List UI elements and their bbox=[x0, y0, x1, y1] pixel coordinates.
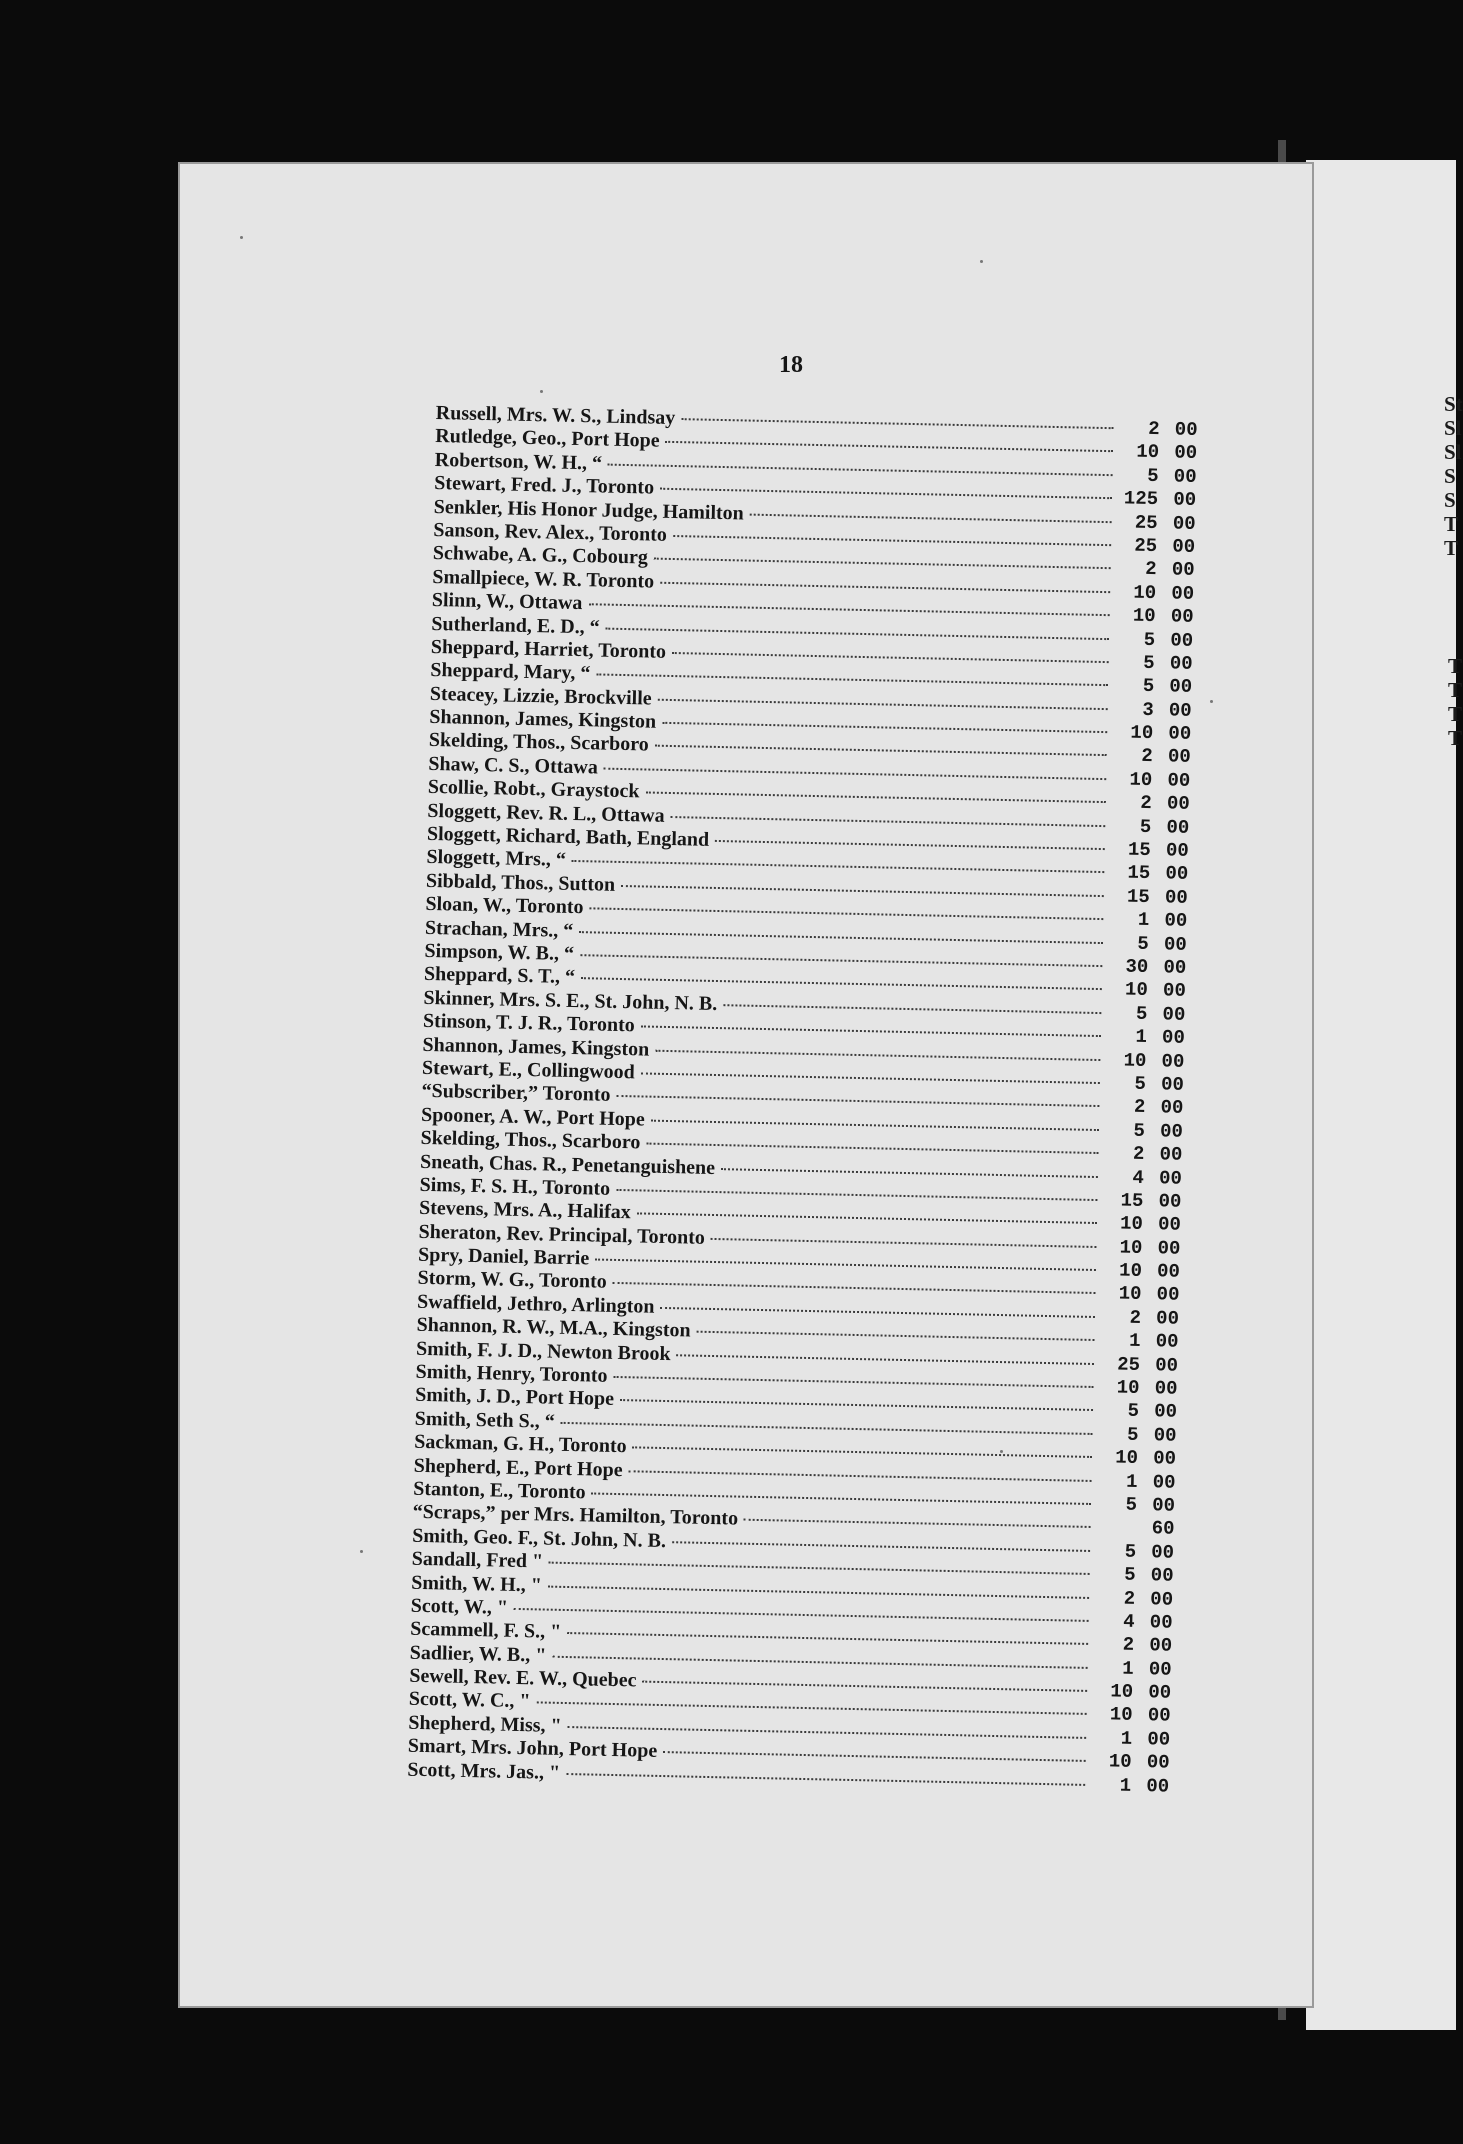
paper-speck bbox=[540, 390, 543, 393]
paper-speck bbox=[1000, 1450, 1003, 1453]
amount-dollars: 1 bbox=[1119, 1774, 1132, 1797]
adjacent-page-fragment: Sl bbox=[1444, 440, 1462, 464]
amount-dollars: 2 bbox=[1122, 1633, 1135, 1657]
amount-dollars: 2 bbox=[1132, 1142, 1145, 1166]
amount-dollars: 15 bbox=[1126, 885, 1151, 908]
amount-dollars: 10 bbox=[1114, 1446, 1139, 1470]
dot-leader bbox=[715, 840, 1105, 850]
subscriber-name: Strachan, Mrs., “ bbox=[424, 916, 574, 942]
amount-cents: 00 bbox=[1152, 1447, 1177, 1470]
subscriber-name: Sewell, Rev. E. W., Quebec bbox=[409, 1664, 637, 1692]
paper-speck bbox=[980, 260, 983, 263]
dot-leader bbox=[552, 1655, 1087, 1668]
adjacent-page-fragment: S bbox=[1444, 464, 1456, 488]
subscriber-name: Scammell, F. S., " bbox=[410, 1618, 562, 1644]
dot-leader bbox=[606, 627, 1110, 640]
amount-dollars: 10 bbox=[1108, 1750, 1132, 1774]
amount-dollars: 15 bbox=[1120, 1189, 1144, 1212]
subscriber-name: Sheppard, Mary, “ bbox=[430, 659, 591, 685]
dot-leader bbox=[681, 418, 1113, 429]
dot-leader bbox=[655, 745, 1107, 756]
adjacent-page-fragment: T bbox=[1448, 654, 1463, 678]
subscriber-name: “Subscriber,” Toronto bbox=[421, 1080, 611, 1107]
subscriber-name: Steacey, Lizzie, Brockville bbox=[429, 682, 652, 710]
amount-dollars: 5 bbox=[1124, 1540, 1137, 1563]
amount-dollars bbox=[1096, 1532, 1136, 1533]
amount-cents: 00 bbox=[1156, 1260, 1181, 1283]
amount-cents: 00 bbox=[1164, 909, 1188, 933]
amount-cents: 00 bbox=[1173, 465, 1197, 488]
amount-dollars: 1 bbox=[1121, 1657, 1134, 1680]
amount-cents: 60 bbox=[1151, 1517, 1175, 1541]
dot-leader bbox=[616, 1189, 1097, 1201]
dot-leader bbox=[677, 1354, 1094, 1365]
subscriber-name: Smith, Henry, Toronto bbox=[415, 1360, 608, 1387]
dot-leader bbox=[613, 1282, 1096, 1294]
dot-leader bbox=[641, 1026, 1101, 1038]
subscriber-name: Robertson, W. H., “ bbox=[434, 448, 603, 475]
page-number: 18 bbox=[779, 352, 803, 378]
dot-leader bbox=[641, 1072, 1100, 1084]
subscriber-name: Smith, Geo. F., St. John, N. B. bbox=[412, 1524, 667, 1552]
dot-leader bbox=[642, 1681, 1087, 1692]
dot-leader bbox=[672, 1541, 1090, 1552]
amount-dollars: 25 bbox=[1116, 1353, 1141, 1376]
subscriber-name: Skelding, Thos., Scarboro bbox=[420, 1126, 641, 1154]
amount-dollars: 1 bbox=[1125, 1470, 1138, 1493]
amount-dollars: 10 bbox=[1129, 768, 1153, 791]
amount-cents: 00 bbox=[1147, 1728, 1171, 1751]
amount-cents: 00 bbox=[1149, 1634, 1173, 1657]
dot-leader bbox=[672, 652, 1109, 663]
subscriber-name: Sheppard, Harriet, Toronto bbox=[430, 635, 667, 663]
subscriber-name: Scott, W., " bbox=[410, 1594, 509, 1619]
dot-leader bbox=[568, 1726, 1087, 1739]
dot-leader bbox=[645, 792, 1105, 804]
adjacent-page-fragment: T bbox=[1448, 702, 1463, 726]
amount-cents: 00 bbox=[1171, 558, 1195, 582]
subscriber-name: Sloggett, Richard, Bath, England bbox=[426, 822, 710, 851]
subscriber-name: Sloggett, Rev. R. L., Ottawa bbox=[427, 799, 665, 827]
subscriber-name: Simpson, W. B., “ bbox=[424, 939, 575, 965]
dot-leader bbox=[629, 1470, 1092, 1482]
dot-leader bbox=[654, 558, 1111, 570]
amount-dollars: 2 bbox=[1140, 792, 1152, 815]
amount-cents: 00 bbox=[1153, 1400, 1178, 1424]
amount-cents: 00 bbox=[1147, 1704, 1171, 1728]
subscriber-name: Smith, W. H., " bbox=[411, 1571, 543, 1597]
subscriber-name: Scollie, Robt., Graystock bbox=[427, 776, 640, 803]
subscriber-name: Stewart, Fred. J., Toronto bbox=[434, 472, 655, 499]
subscriber-name: Shepherd, E., Port Hope bbox=[413, 1454, 623, 1481]
subscriber-name: Shannon, R. W., M.A., Kingston bbox=[416, 1314, 691, 1342]
dot-leader bbox=[671, 816, 1106, 827]
amount-cents: 00 bbox=[1167, 769, 1191, 792]
subscriber-name: Smart, Mrs. John, Port Hope bbox=[407, 1734, 658, 1763]
subscriber-name: Sims, F. S. H., Toronto bbox=[419, 1173, 611, 1200]
subscriber-name: Spry, Daniel, Barrie bbox=[417, 1243, 590, 1270]
amount-dollars: 10 bbox=[1110, 1680, 1134, 1703]
dot-leader bbox=[579, 931, 1103, 944]
amount-cents: 00 bbox=[1159, 1120, 1184, 1143]
amount-cents: 00 bbox=[1156, 1283, 1180, 1307]
subscriber-name: Stewart, E., Collingwood bbox=[421, 1056, 636, 1084]
subscriber-name: Stinson, T. J. R., Toronto bbox=[422, 1010, 635, 1037]
dot-leader bbox=[561, 1422, 1093, 1435]
amount-dollars: 5 bbox=[1135, 1002, 1148, 1025]
amount-cents: 00 bbox=[1172, 512, 1196, 535]
amount-cents: 00 bbox=[1166, 816, 1190, 839]
amount-cents: 00 bbox=[1165, 862, 1189, 886]
amount-cents: 00 bbox=[1163, 932, 1188, 956]
subscriber-name: Swaffield, Jethro, Arlington bbox=[416, 1290, 655, 1318]
amount-dollars: 1 bbox=[1128, 1329, 1141, 1353]
dot-leader bbox=[608, 463, 1113, 476]
amount-dollars: 125 bbox=[1123, 487, 1159, 511]
dot-leader bbox=[614, 1376, 1094, 1388]
dot-leader bbox=[721, 1168, 1098, 1178]
amount-cents: 00 bbox=[1164, 886, 1189, 909]
amount-cents: 00 bbox=[1152, 1494, 1176, 1517]
dot-leader bbox=[660, 581, 1110, 592]
amount-dollars: 25 bbox=[1134, 534, 1158, 558]
dot-leader bbox=[666, 441, 1114, 452]
amount-cents: 00 bbox=[1150, 1564, 1174, 1587]
amount-cents: 00 bbox=[1152, 1470, 1176, 1494]
amount-dollars: 5 bbox=[1143, 651, 1155, 675]
subscriber-name: Sloggett, Mrs., “ bbox=[426, 846, 567, 872]
dot-leader bbox=[711, 1238, 1097, 1248]
subscriber-name: Shepherd, Miss, " bbox=[408, 1711, 562, 1737]
subscriber-name: Sanson, Rev. Alex., Toronto bbox=[433, 518, 668, 546]
amount-dollars: 30 bbox=[1125, 955, 1149, 979]
subscriber-name: Skelding, Thos., Scarboro bbox=[428, 729, 649, 756]
amount-dollars: 5 bbox=[1143, 628, 1156, 651]
amount-cents: 00 bbox=[1150, 1587, 1174, 1611]
adjacent-page-fragment: S bbox=[1444, 488, 1456, 512]
dot-leader bbox=[572, 860, 1105, 873]
amount-dollars: 10 bbox=[1130, 721, 1154, 745]
paper-speck bbox=[1210, 700, 1213, 703]
amount-cents: 00 bbox=[1160, 1096, 1184, 1120]
amount-dollars: 5 bbox=[1133, 1119, 1146, 1142]
amount-cents: 00 bbox=[1167, 745, 1191, 769]
dot-leader bbox=[589, 908, 1103, 921]
subscriber-name: Sandall, Fred " bbox=[411, 1547, 544, 1573]
adjacent-page-fragment: T bbox=[1444, 536, 1459, 560]
paper-speck bbox=[360, 1550, 363, 1553]
amount-cents: 00 bbox=[1168, 699, 1192, 722]
amount-dollars: 2 bbox=[1141, 745, 1153, 768]
subscriber-name: Smith, J. D., Port Hope bbox=[414, 1384, 615, 1411]
amount-cents: 00 bbox=[1174, 441, 1198, 465]
dot-leader bbox=[566, 1773, 1085, 1786]
amount-dollars: 10 bbox=[1109, 1703, 1133, 1727]
amount-dollars: 10 bbox=[1136, 441, 1160, 464]
amount-cents: 00 bbox=[1171, 582, 1195, 605]
subscriber-name: Sloan, W., Toronto bbox=[425, 893, 584, 919]
dot-leader bbox=[620, 1399, 1093, 1411]
subscriber-name: Sadlier, W. B., " bbox=[409, 1641, 547, 1667]
amount-cents: 00 bbox=[1160, 1073, 1185, 1096]
subscriber-name: Rutledge, Geo., Port Hope bbox=[435, 425, 660, 453]
dot-leader bbox=[750, 513, 1112, 523]
amount-cents: 00 bbox=[1168, 722, 1192, 745]
amount-cents: 00 bbox=[1162, 979, 1187, 1003]
subscriber-name: Shaw, C. S., Ottawa bbox=[428, 752, 599, 779]
subscription-list bbox=[407, 402, 1198, 1798]
amount-cents: 00 bbox=[1166, 792, 1190, 816]
amount-dollars: 10 bbox=[1116, 1376, 1140, 1399]
amount-dollars: 10 bbox=[1118, 1282, 1142, 1306]
dot-leader bbox=[658, 698, 1108, 709]
dot-leader bbox=[592, 1492, 1091, 1504]
dot-leader bbox=[604, 767, 1106, 780]
amount-cents: 00 bbox=[1169, 652, 1193, 675]
amount-cents: 00 bbox=[1155, 1330, 1179, 1353]
dot-leader bbox=[514, 1608, 1089, 1622]
amount-cents: 00 bbox=[1158, 1166, 1183, 1190]
amount-dollars: 1 bbox=[1120, 1727, 1133, 1750]
amount-cents: 00 bbox=[1165, 839, 1189, 862]
subscriber-name: Schwabe, A. G., Cobourg bbox=[432, 542, 649, 569]
dot-leader bbox=[588, 603, 1109, 616]
amount-dollars: 5 bbox=[1127, 1400, 1140, 1423]
amount-dollars: 5 bbox=[1134, 1072, 1147, 1095]
amount-dollars: 4 bbox=[1132, 1166, 1145, 1189]
amount-dollars: 10 bbox=[1119, 1236, 1143, 1259]
subscriber-name: Shannon, James, Kingston bbox=[422, 1033, 650, 1061]
subscriber-name: Stanton, E., Toronto bbox=[413, 1477, 586, 1504]
adjacent-page-fragment: Sl bbox=[1444, 416, 1462, 440]
subscriber-name: Sneath, Chas. R., Penetanguishene bbox=[419, 1150, 716, 1179]
amount-cents: 00 bbox=[1154, 1377, 1178, 1400]
amount-cents: 00 bbox=[1146, 1774, 1170, 1798]
amount-dollars: 10 bbox=[1124, 978, 1149, 1002]
dot-leader bbox=[616, 1095, 1099, 1107]
amount-cents: 00 bbox=[1174, 418, 1198, 441]
amount-dollars: 5 bbox=[1146, 464, 1159, 487]
subscriber-name: Smith, F. J. D., Newton Brook bbox=[415, 1337, 671, 1365]
dot-leader bbox=[549, 1562, 1090, 1575]
amount-dollars: 1 bbox=[1135, 1025, 1148, 1049]
subscriber-name: Scott, W. C., " bbox=[408, 1688, 531, 1713]
adjacent-page-fragment: T bbox=[1444, 512, 1459, 536]
amount-dollars: 10 bbox=[1133, 581, 1157, 604]
subscriber-name: Sackman, G. H., Toronto bbox=[413, 1430, 627, 1458]
amount-dollars: 2 bbox=[1129, 1306, 1142, 1329]
dot-leader bbox=[580, 954, 1102, 967]
amount-dollars: 15 bbox=[1127, 862, 1151, 885]
amount-cents: 00 bbox=[1161, 1049, 1185, 1073]
subscriber-name: Shannon, James, Kingston bbox=[429, 706, 657, 733]
dot-leader bbox=[596, 674, 1108, 687]
dot-leader bbox=[744, 1519, 1091, 1528]
amount-cents: 00 bbox=[1146, 1751, 1170, 1774]
subscriber-name: Senkler, His Honor Judge, Hamilton bbox=[433, 495, 745, 525]
amount-cents: 00 bbox=[1151, 1540, 1175, 1564]
subscriber-name: Smith, Seth S., “ bbox=[414, 1407, 555, 1433]
amount-dollars: 5 bbox=[1142, 675, 1155, 698]
amount-dollars: 10 bbox=[1123, 1049, 1147, 1072]
subscriber-name: Russell, Mrs. W. S., Lindsay bbox=[435, 402, 676, 430]
amount-dollars: 3 bbox=[1142, 698, 1154, 721]
subscriber-name: Slinn, W., Ottawa bbox=[431, 589, 583, 615]
amount-cents: 00 bbox=[1155, 1307, 1180, 1330]
amount-dollars: 10 bbox=[1118, 1259, 1143, 1283]
amount-cents: 00 bbox=[1169, 675, 1193, 699]
subscriber-name: Sibbald, Thos., Sutton bbox=[425, 869, 616, 896]
dot-leader bbox=[660, 1307, 1095, 1318]
amount-cents: 00 bbox=[1157, 1236, 1181, 1260]
adjacent-page-fragment: T bbox=[1448, 726, 1463, 750]
amount-dollars: 2 bbox=[1145, 558, 1157, 581]
amount-dollars: 2 bbox=[1123, 1587, 1136, 1610]
amount-cents: 00 bbox=[1162, 1003, 1186, 1026]
amount-dollars: 1 bbox=[1137, 909, 1150, 932]
amount-cents: 00 bbox=[1154, 1353, 1179, 1377]
amount-dollars: 4 bbox=[1122, 1610, 1135, 1633]
amount-cents: 00 bbox=[1158, 1190, 1182, 1213]
dot-leader bbox=[581, 978, 1102, 991]
adjacent-page bbox=[1306, 160, 1463, 2030]
dot-leader bbox=[697, 1331, 1095, 1341]
dot-leader bbox=[637, 1213, 1097, 1225]
amount-cents: 00 bbox=[1163, 956, 1187, 979]
subscriber-name: Storm, W. G., Toronto bbox=[417, 1267, 607, 1294]
amount-cents: 00 bbox=[1153, 1424, 1177, 1447]
amount-cents: 00 bbox=[1148, 1681, 1172, 1704]
subscriber-name: Skinner, Mrs. S. E., St. John, N. B. bbox=[423, 986, 718, 1015]
paper-speck bbox=[240, 236, 243, 239]
dot-leader bbox=[655, 1049, 1100, 1060]
dot-leader bbox=[673, 535, 1111, 546]
amount-cents: 00 bbox=[1157, 1213, 1182, 1237]
amount-dollars: 15 bbox=[1127, 838, 1152, 862]
dot-leader bbox=[567, 1632, 1088, 1645]
amount-dollars: 5 bbox=[1125, 1493, 1138, 1516]
dot-leader bbox=[646, 1143, 1098, 1154]
amount-dollars: 2 bbox=[1133, 1096, 1146, 1119]
adjacent-page-fragment: T bbox=[1448, 678, 1463, 702]
subscriber-name: Stevens, Mrs. A., Halifax bbox=[418, 1197, 631, 1224]
amount-cents: 00 bbox=[1173, 488, 1197, 512]
subscriber-name: “Scraps,” per Mrs. Hamilton, Toronto bbox=[412, 1501, 739, 1530]
amount-cents: 00 bbox=[1170, 605, 1194, 629]
dot-leader bbox=[633, 1447, 1092, 1459]
amount-cents: 00 bbox=[1161, 1026, 1186, 1049]
dot-leader bbox=[595, 1259, 1096, 1271]
amount-dollars: 25 bbox=[1134, 511, 1158, 534]
amount-dollars: 2 bbox=[1147, 417, 1160, 441]
dot-leader bbox=[536, 1702, 1086, 1716]
dot-leader bbox=[548, 1585, 1089, 1598]
dot-leader bbox=[651, 1119, 1099, 1130]
dot-leader bbox=[660, 488, 1112, 499]
subscriber-name: Sutherland, E. D., “ bbox=[431, 612, 600, 638]
amount-cents: 00 bbox=[1149, 1611, 1173, 1634]
subscriber-name: Scott, Mrs. Jas., " bbox=[407, 1758, 561, 1784]
amount-dollars: 5 bbox=[1126, 1423, 1139, 1446]
amount-cents: 00 bbox=[1148, 1657, 1172, 1681]
adjacent-page-fragment: St bbox=[1444, 392, 1463, 416]
dot-leader bbox=[662, 722, 1107, 733]
amount-cents: 00 bbox=[1159, 1143, 1183, 1166]
dot-leader bbox=[723, 1004, 1101, 1014]
amount-dollars: 10 bbox=[1119, 1212, 1144, 1236]
dot-leader bbox=[621, 885, 1104, 897]
amount-dollars: 5 bbox=[1139, 815, 1152, 838]
subscriber-name: Smallpiece, W. R. Toronto bbox=[432, 565, 655, 593]
dot-leader bbox=[663, 1751, 1086, 1762]
subscriber-name: Sheraton, Rev. Principal, Toronto bbox=[418, 1220, 706, 1249]
amount-dollars: 10 bbox=[1132, 604, 1156, 628]
subscriber-name: Spooner, A. W., Port Hope bbox=[420, 1103, 646, 1131]
amount-cents: 00 bbox=[1170, 628, 1194, 652]
subscriber-name: Sheppard, S. T., “ bbox=[423, 963, 576, 989]
amount-cents: 00 bbox=[1172, 535, 1196, 558]
amount-dollars: 5 bbox=[1123, 1563, 1136, 1587]
amount-dollars: 5 bbox=[1137, 932, 1150, 955]
